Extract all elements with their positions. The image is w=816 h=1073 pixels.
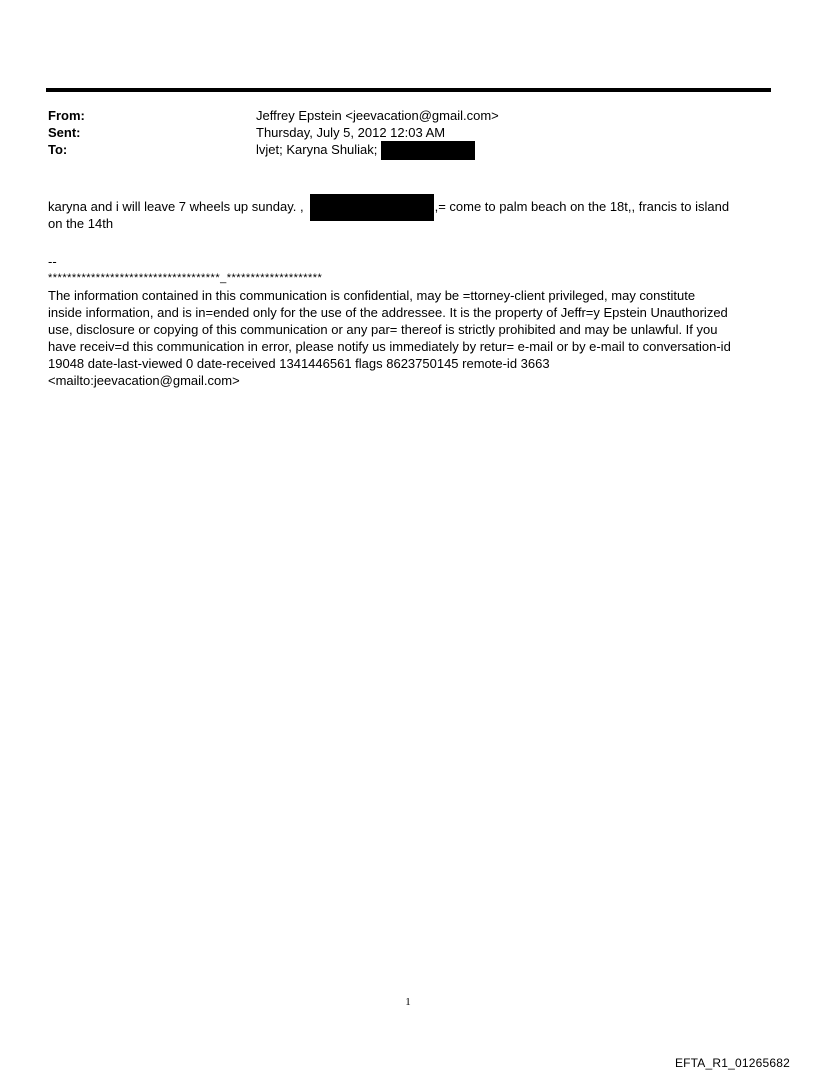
from-label: From:: [48, 108, 85, 123]
disclaimer-line: The information contained in this communication is confidential, may be =ttorney-client privileged, may constitute: [48, 288, 696, 303]
signature-stars: ************************************_********************: [48, 272, 323, 284]
signature-block: [48, 253, 768, 389]
message-text-before-redaction: karyna and i will leave 7 wheels up sunday. ,: [48, 199, 304, 214]
disclaimer-line: use, disclosure or copying of this communication or any par= thereof is strictly prohibited and may be unlawful. If you: [48, 322, 718, 337]
disclaimer-line: have receiv=d this communication in error, please notify us immediately by retur= e-mail or by e-mail to conversation-id: [48, 339, 731, 354]
to-row: [48, 141, 768, 158]
from-value: Jeffrey Epstein <jeevacation@gmail.com>: [256, 108, 499, 123]
to-value-group: [256, 141, 475, 160]
message-body: [48, 198, 768, 232]
signature-dashes: --: [48, 254, 57, 269]
to-label: To:: [48, 142, 68, 157]
document-id: EFTA_R1_01265682: [674, 1056, 790, 1070]
sent-row: [48, 124, 768, 141]
message-text-after-redaction: ,= come to palm beach on the 18t,, francis to island: [434, 199, 730, 214]
redaction-box: [310, 194, 434, 221]
from-row: [48, 107, 768, 124]
sent-label: Sent:: [48, 125, 81, 140]
to-value: lvjet; Karyna Shuliak;: [256, 142, 378, 157]
redaction-box: [381, 141, 475, 160]
mailto-link: <mailto:jeevacation@gmail.com>: [48, 373, 240, 388]
disclaimer-line: 19048 date-last-viewed 0 date-received 1341446561 flags 8623750145 remote-id 3663: [48, 356, 550, 371]
page-number: 1: [405, 996, 411, 1008]
email-header: [48, 107, 768, 158]
message-line: [48, 198, 768, 215]
message-line: on the 14th: [48, 216, 114, 231]
disclaimer-line: inside information, and is in=ended only for the use of the addressee. It is the property of Jeffr=y Epstein Unauthorized: [48, 305, 728, 320]
top-divider: [46, 88, 771, 92]
sent-value: Thursday, July 5, 2012 12:03 AM: [256, 125, 446, 140]
